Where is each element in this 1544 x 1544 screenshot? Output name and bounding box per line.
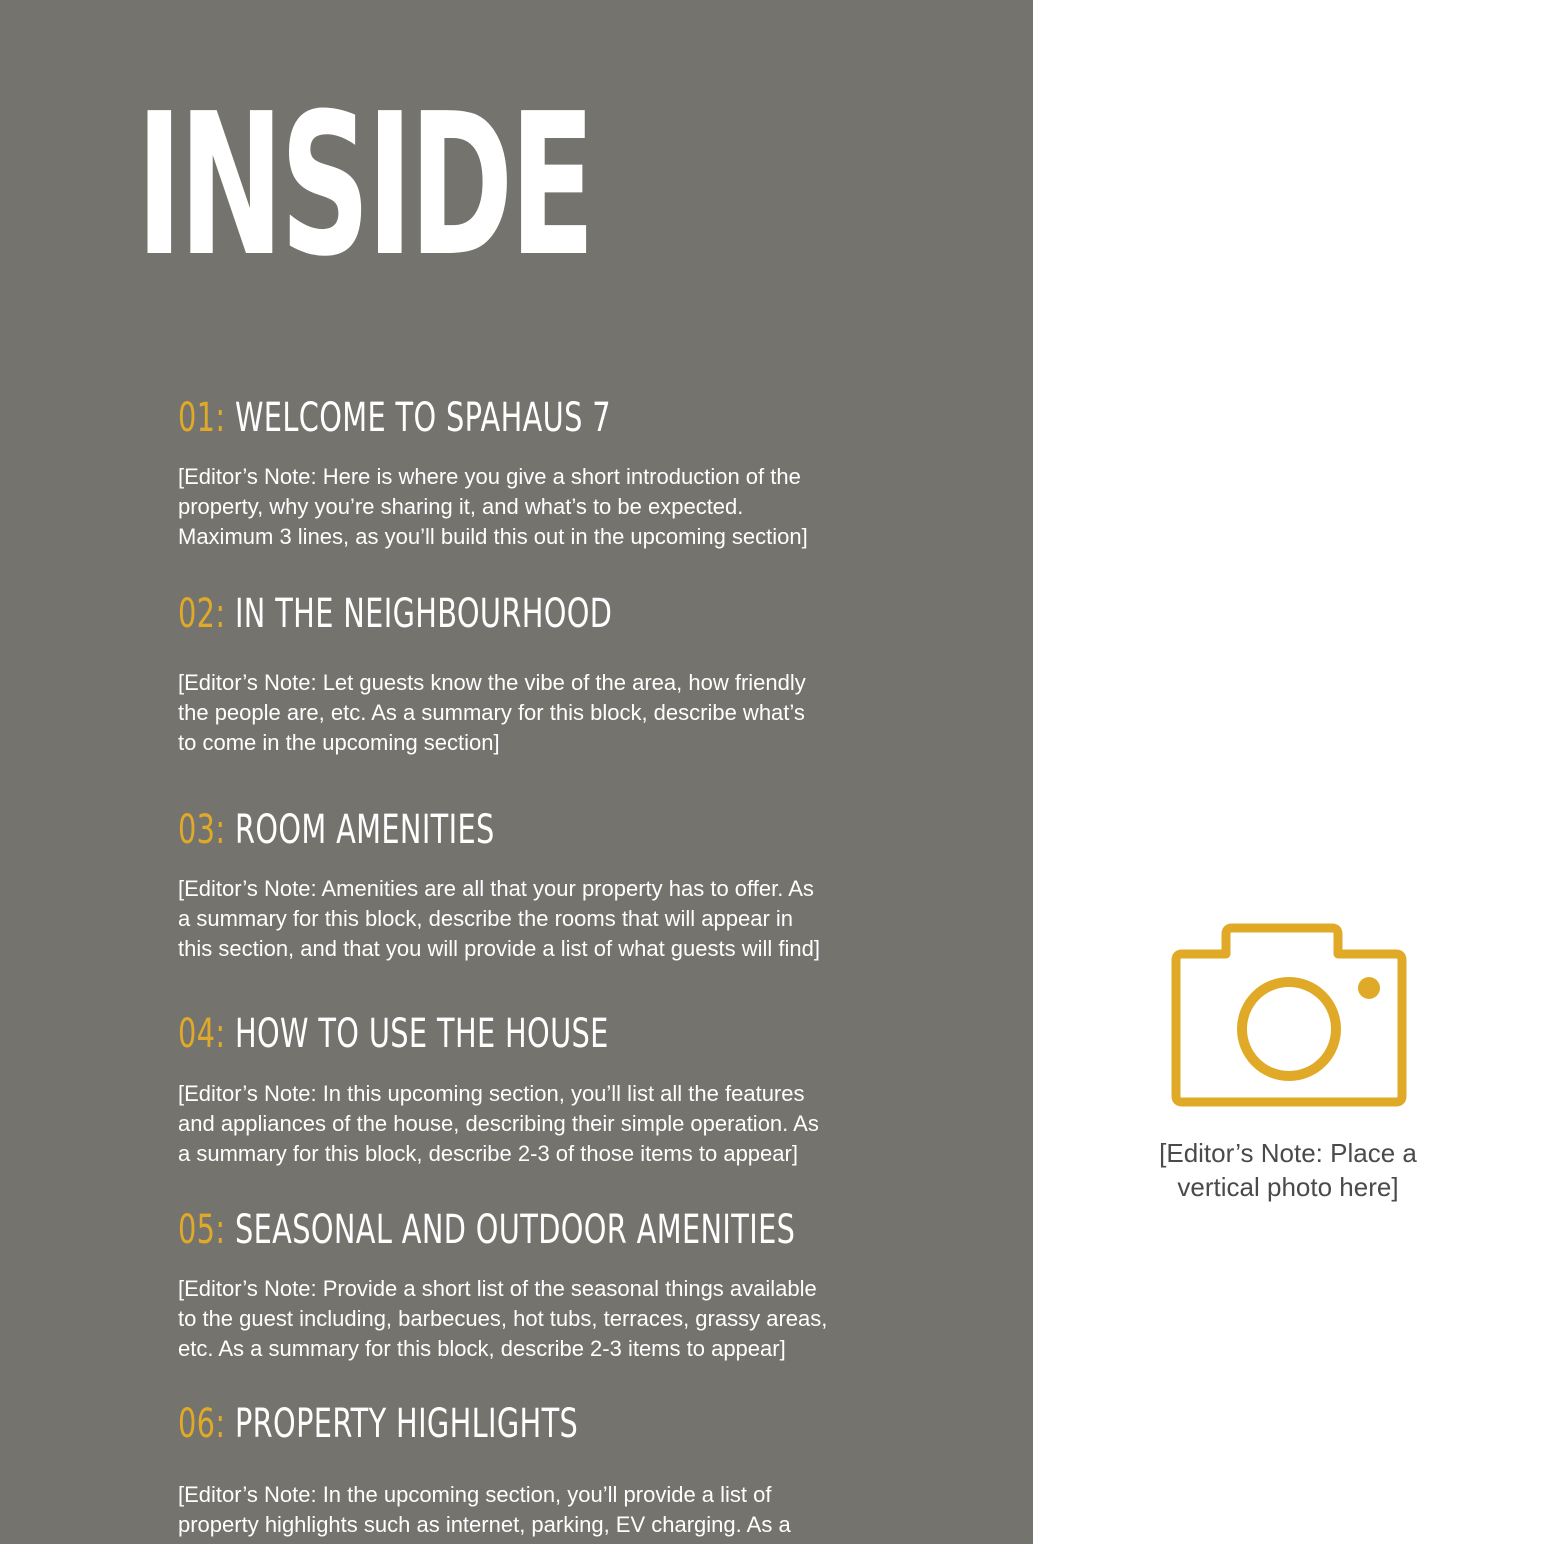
description-line: this section, and that you will provide a list of what guests will find] bbox=[178, 936, 820, 961]
description-line: the people are, etc. As a summary for this block, describe what’s bbox=[178, 700, 805, 725]
section-heading bbox=[178, 1012, 696, 1056]
description-line: [Editor’s Note: In the upcoming section, you’ll provide a list of bbox=[178, 1482, 772, 1507]
section-heading bbox=[178, 592, 696, 636]
description-line: property, why you’re sharing it, and what’s to be expected. bbox=[178, 494, 744, 519]
section-description bbox=[178, 668, 898, 758]
camera-icon bbox=[1170, 918, 1410, 1110]
description-line: a summary for this block, describe 2-3 of those items to appear] bbox=[178, 1141, 798, 1166]
section-welcome bbox=[178, 396, 898, 552]
section-title: SEASONAL AND OUTDOOR AMENITIES bbox=[234, 1207, 796, 1253]
section-number: 03: bbox=[178, 807, 226, 853]
section-heading bbox=[178, 396, 696, 440]
section-number: 04: bbox=[178, 1011, 226, 1057]
section-description bbox=[178, 462, 898, 552]
description-line: Maximum 3 lines, as you’ll build this out in the upcoming section] bbox=[178, 524, 808, 549]
section-title: WELCOME TO SPAHAUS 7 bbox=[234, 395, 611, 441]
section-seasonal-amenities bbox=[178, 1208, 898, 1364]
section-title: HOW TO USE THE HOUSE bbox=[234, 1011, 609, 1057]
photo-placeholder[interactable] bbox=[1170, 918, 1410, 1110]
description-line: [Editor’s Note: Provide a short list of the seasonal things available bbox=[178, 1276, 817, 1301]
photo-note-line: vertical photo here] bbox=[1177, 1172, 1399, 1202]
page-title: INSIDE bbox=[136, 72, 592, 300]
section-how-to-use bbox=[178, 1012, 898, 1169]
description-line: [Editor’s Note: Let guests know the vibe of the area, how friendly bbox=[178, 670, 806, 695]
section-number: 06: bbox=[178, 1401, 226, 1447]
section-heading bbox=[178, 808, 696, 852]
section-heading bbox=[178, 1402, 696, 1446]
description-line: [Editor’s Note: Here is where you give a short introduction of the bbox=[178, 464, 801, 489]
section-heading bbox=[178, 1207, 796, 1253]
section-description bbox=[178, 874, 898, 964]
section-number: 02: bbox=[178, 591, 226, 637]
section-room-amenities bbox=[178, 808, 898, 964]
section-title: ROOM AMENITIES bbox=[234, 807, 495, 853]
section-description bbox=[178, 1274, 898, 1364]
photo-note-line: [Editor’s Note: Place a bbox=[1159, 1138, 1417, 1168]
section-description bbox=[178, 1480, 898, 1540]
section-neighbourhood bbox=[178, 592, 898, 758]
description-line: to come in the upcoming section] bbox=[178, 730, 500, 755]
section-number: 01: bbox=[178, 395, 226, 441]
description-line: a summary for this block, describe the rooms that will appear in bbox=[178, 906, 794, 931]
description-line: and appliances of the house, describing their simple operation. As bbox=[178, 1111, 819, 1136]
description-line: [Editor’s Note: Amenities are all that your property has to offer. As bbox=[178, 876, 814, 901]
description-line: property highlights such as internet, parking, EV charging. As a bbox=[178, 1512, 791, 1537]
section-property-highlights bbox=[178, 1402, 898, 1540]
description-line: etc. As a summary for this block, describe 2-3 items to appear] bbox=[178, 1336, 786, 1361]
description-line: to the guest including, barbecues, hot tubs, terraces, grassy areas, bbox=[178, 1306, 828, 1331]
section-title: PROPERTY HIGHLIGHTS bbox=[234, 1401, 579, 1447]
camera-flash bbox=[1358, 977, 1380, 999]
section-title: IN THE NEIGHBOURHOOD bbox=[234, 591, 613, 637]
description-line: [Editor’s Note: In this upcoming section, you’ll list all the features bbox=[178, 1081, 805, 1106]
photo-panel bbox=[1033, 0, 1544, 1544]
photo-note bbox=[1133, 1136, 1443, 1204]
section-description bbox=[178, 1079, 898, 1169]
camera-lens bbox=[1242, 982, 1336, 1076]
section-number: 05: bbox=[178, 1207, 226, 1253]
